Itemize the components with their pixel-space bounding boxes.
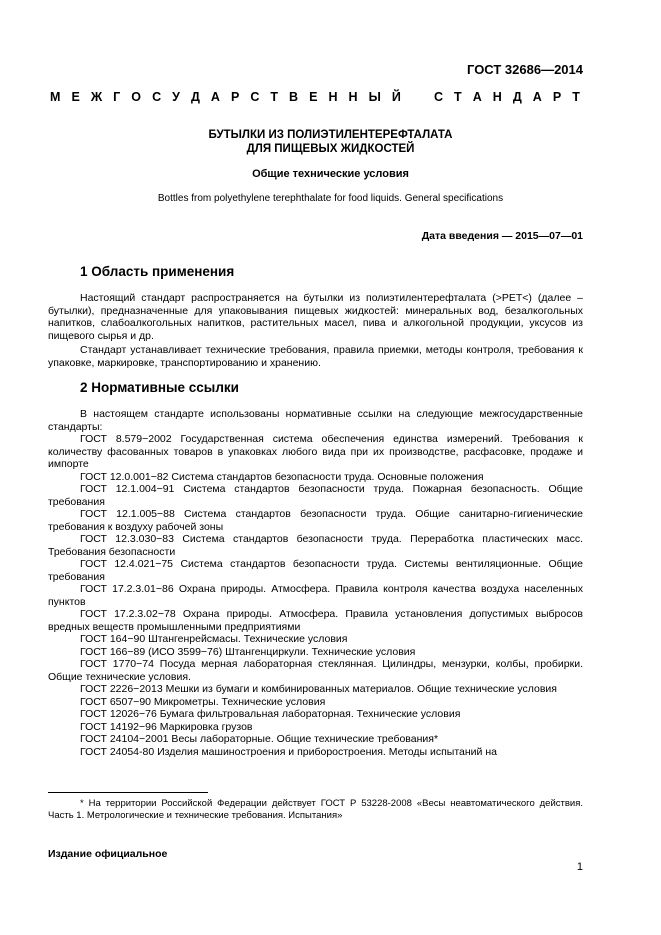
official-edition-label: Издание официальное [48,848,168,860]
reference-item: ГОСТ 14192−96 Маркировка грузов [80,720,253,733]
letter: Г [113,90,121,104]
letter: А [532,90,542,104]
letter: О [131,90,142,104]
section-1-paragraph-2 [48,344,583,369]
letter: С [250,90,260,104]
letter: Н [348,90,358,104]
english-title: Bottles from polyethylene terephthalate for food liquids. General specifications [157,193,504,204]
reference-item: ГОСТ 12.4.021−75 Система стандартов безопасности труда. Системы вентиляционные. Общие требования [48,558,583,583]
letter: Е [309,90,318,104]
reference-item: ГОСТ 164−90 Штангенрейсмасы. Технические условия [80,633,348,645]
letter: У [172,90,180,104]
letter: Й [391,90,401,104]
reference-item: ГОСТ 12.1.004−91 Система стандартов безопасности труда. Пожарная безопасность. Общие требования [48,483,583,508]
letter: А [472,90,482,104]
reference-item: ГОСТ 2226−2013 Мешки из бумаги и комбинированных материалов. Общие технические условия [80,683,557,695]
reference-item: ГОСТ 12.1.005−88 Система стандартов безопасности труда. Общие санитарно-гигиенические требования к воздуху рабочей зоны [48,508,583,533]
paragraph-text: Настоящий стандарт распространяется на бутылки из полиэтилентерефталата (>PET<) (далее – бутылки), предназначенные для упаковывания пищевых жидкостей: минеральных вод, безалкогольных напитков, слабоалкогольных напитков, растительных масел, пива и алкогольной продукции, уксусов из пищевого сырья и др. [48,292,583,342]
reference-item: В настоящем стандарте использованы нормативные ссылки на следующие межгосударственные стандарты: [48,408,583,433]
gost-number: ГОСТ 32686—2014 [467,62,583,77]
interstate-standard-label [50,90,580,104]
introduction-date: Дата введения — 2015—07—01 [421,230,583,242]
letter: Ж [90,90,103,104]
reference-item: ГОСТ 6507−90 Микрометры. Технические условия [80,695,326,708]
reference-item: ГОСТ 12.0.001−82 Система стандартов безопасности труда. Основные положения [80,470,484,483]
reference-item: ГОСТ 24104−2001 Весы лабораторные. Общие технические требования* [80,733,439,745]
reference-item: ГОСТ 8.579−2002 Государственная система обеспечения единства измерений. Требования к количеству фасованных товаров в упаковках любого вида при их производстве, расфасовке, продаже и импорте [48,433,583,470]
letter: Е [71,90,80,104]
letter: Т [572,90,580,104]
reference-item: ГОСТ 17.2.3.01−86 Охрана природы. Атмосфера. Правила контроля качества воздуха населенных пунктов [48,583,583,608]
letter: М [50,90,61,104]
letter: Ы [368,90,381,104]
letter: Р [230,90,240,104]
letter: С [152,90,162,104]
footnote: * На территории Российской Федерации действует ГОСТ Р 53228-2008 «Весы неавтоматического действия. Часть 1. Метрологические и технические требования. Испытания» [48,798,583,821]
reference-item: ГОСТ 24054-80 Изделия машиностроения и приборостроения. Методы испытаний на [80,745,497,758]
letter: С [433,90,443,104]
title-line-2: ДЛЯ ПИЩЕВЫХ ЖИДКОСТЕЙ [246,143,415,155]
normative-references-list [48,408,583,758]
footnote-divider [48,792,208,793]
reference-item: ГОСТ 166−89 (ИСО 3599−76) Штангенциркули. Технические условия [80,645,416,658]
letter: Н [492,90,502,104]
reference-item: ГОСТ 12026−76 Бумага фильтровальная лабораторная. Технические условия [80,708,461,720]
letter: Р [552,90,562,104]
letter: А [210,90,220,104]
reference-item: ГОСТ 12.3.030−83 Система стандартов безопасности труда. Переработка пластических масс. Требования безопасности [48,533,583,558]
section-2-heading: 2 Нормативные ссылки [80,380,239,395]
page-number: 1 [576,861,583,873]
letter: Д [512,90,522,104]
reference-item: ГОСТ 1770−74 Посуда мерная лабораторная стеклянная. Цилиндры, мензурки, колбы, пробирки. Общие технические условия. [48,658,583,683]
letter: Н [328,90,338,104]
section-1-heading: 1 Область применения [80,264,235,279]
letter: Д [190,90,200,104]
document-subtitle: Общие технические условия [252,168,409,180]
reference-item: ГОСТ 17.2.3.02−78 Охрана природы. Атмосфера. Правила установления допустимых выбросов вредных веществ промышленными предприятиями [48,608,583,633]
document-title [50,128,611,156]
letter: Т [454,90,462,104]
letter: Т [270,90,279,104]
title-line-1: БУТЫЛКИ ИЗ ПОЛИЭТИЛЕНТЕРЕФТАЛАТА [208,129,453,141]
letter: В [289,90,299,104]
section-1-paragraph-1 [48,292,583,342]
paragraph-text: Стандарт устанавливает технические требования, правила приемки, методы контроля, требования к упаковке, маркировке, транспортированию и хранению. [48,344,583,369]
